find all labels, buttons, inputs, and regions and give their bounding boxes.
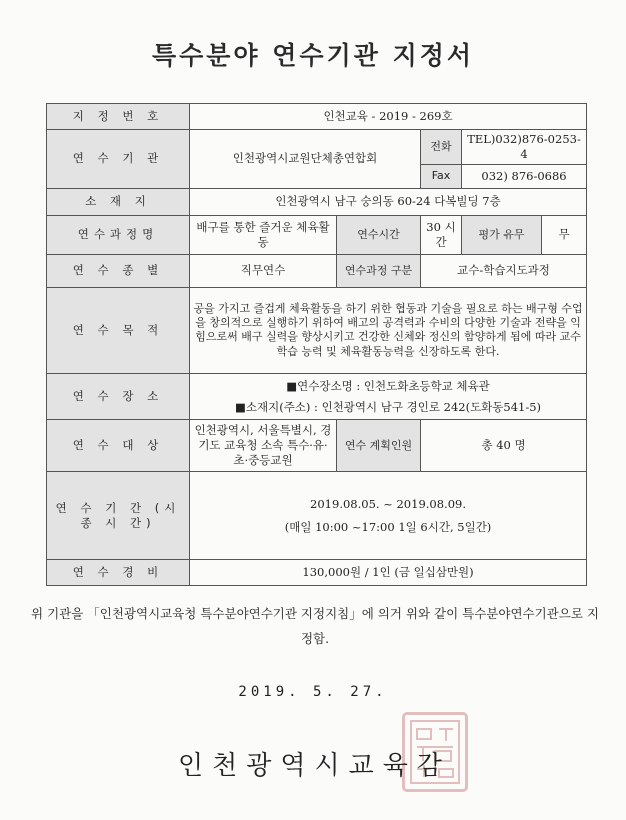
training-cost: 130,000원 / 1인 (금 일십삼만원): [190, 560, 587, 586]
fax-label: Fax: [421, 164, 462, 188]
target-label: 연 수 대 상: [47, 420, 190, 472]
training-type: 직무연수: [190, 254, 337, 287]
designation-number-label: 지 정 번 호: [47, 104, 190, 130]
target-audience: 인천광역시, 서울특별시, 경기도 교육청 소속 특수·유·초·중등교원: [190, 420, 337, 472]
designation-table: [46, 103, 587, 586]
issue-date: 2019. 5. 27.: [238, 684, 388, 700]
location: 인천광역시 남구 숭의동 60-24 다복빌딩 7층: [190, 188, 587, 215]
phone-label: 전화: [421, 130, 462, 165]
fax-number: 032) 876-0686: [462, 164, 587, 188]
designation-number: 인천교육 - 2019 - 269호: [190, 104, 587, 130]
category-label: 연수과정 구분: [337, 254, 421, 287]
planned-label: 연수 계획인원: [337, 420, 421, 472]
period-label: 연 수 기 간 (시 종 시 간): [47, 472, 190, 560]
venue-label: 연 수 장 소: [47, 373, 190, 419]
institution-name: 인천광역시교원단체총연합회: [190, 130, 421, 189]
course-name: 배구를 통한 즐거운 체육활동: [190, 215, 337, 254]
purpose-text: 공을 가지고 즐겁게 체육활동을 하기 위한 협동과 기술을 필요로 하는 배구형 수업을 창의적으로 실행하기 위하여 배고의 공격력과 수비의 다양한 기술과 전략을 익힘으로써 배구 실력을 향상시키고 건강한 신체와 정신의 함양하게 됨에 따라 교수학습 능력 및 체육활동능력을 신장하도록 한다.: [190, 287, 587, 373]
phone-number: TEL)032)876-0253-4: [462, 130, 587, 165]
type-label: 연 수 종 별: [47, 254, 190, 287]
issuer-name: 인천광역시교육감: [178, 751, 451, 781]
venue-address: ■소재지(주소) : 인천광역시 남구 경인로 242(도화동541-5): [235, 399, 542, 414]
course-name-label: 연수과정명: [47, 215, 190, 254]
cost-label: 연 수 경 비: [47, 560, 190, 586]
designation-statement: 위 기관을 「인천광역시교육청 특수분야연수기관 지정지침」에 의거 위와 같이 특수분야연수기관으로 지정함.: [31, 606, 599, 646]
purpose-label: 연 수 목 적: [47, 287, 190, 373]
institution-label: 연 수 기 관: [47, 130, 190, 189]
venue: [190, 373, 587, 419]
period-schedule: (매일 10:00 ~17:00 1일 6시간, 5일간): [284, 519, 492, 534]
location-label: 소 재 지: [47, 188, 190, 215]
venue-name: ■연수장소명 : 인천도화초등학교 체육관: [286, 378, 490, 393]
evaluation-label: 평가 유무: [462, 215, 542, 254]
course-category: 교수-학습지도과정: [421, 254, 587, 287]
document-title: 특수분야 연수기관 지정서: [151, 41, 475, 70]
hours: 30 시간: [421, 215, 462, 254]
period-cell: [190, 472, 587, 560]
period-dates: 2019.08.05. ~ 2019.08.09.: [310, 496, 466, 511]
evaluation: 무: [542, 215, 587, 254]
hours-label: 연수시간: [337, 215, 421, 254]
planned-count: 총 40 명: [421, 420, 587, 472]
